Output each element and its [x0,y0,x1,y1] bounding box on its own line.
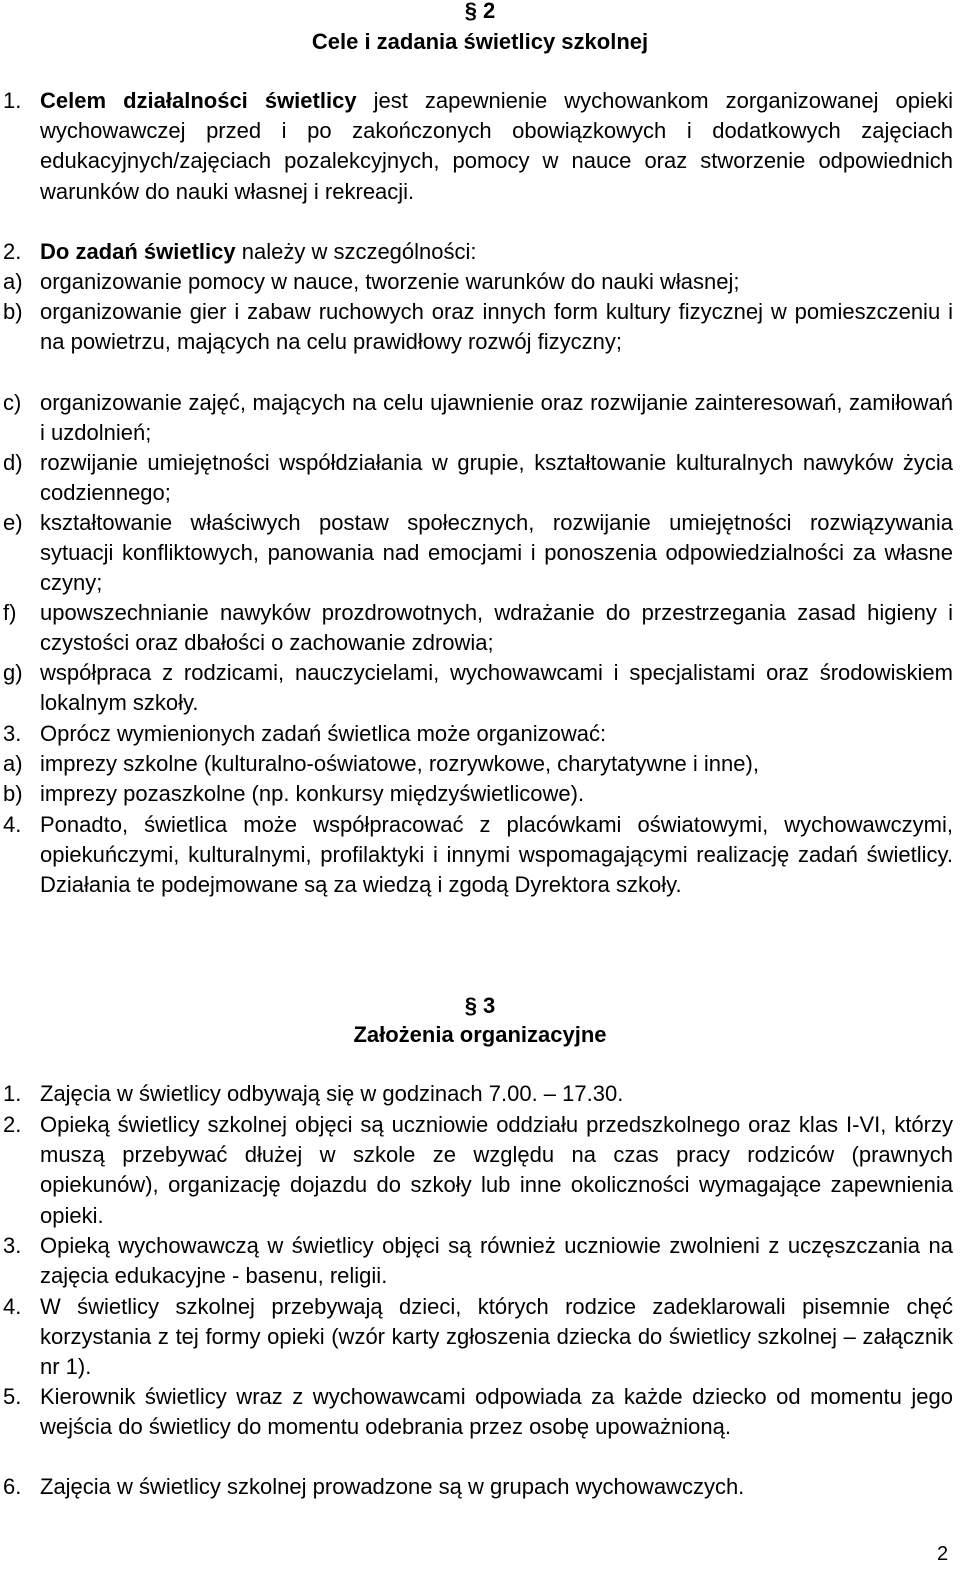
extra-intro [3,719,953,749]
list-number: 4. [3,812,22,837]
list-marker: b) [3,781,23,806]
org-item [3,1231,953,1291]
list-number: 3. [3,721,22,746]
org-text: Opieką wychowawczą w świetlicy objęci są również uczniowie zwolnieni z uczęszczania na zajęcia edukacyjne - basenu, religii. [40,1233,953,1289]
task-item [3,267,953,297]
task-text: organizowanie zajęć, mających na celu ujawnienie oraz rozwijanie zainteresowań, zamiłowań i uzdolnień; [40,390,953,446]
org-text: Zajęcia w świetlicy odbywają się w godzinach 7.00. – 17.30. [40,1081,624,1106]
task-item [3,598,953,658]
task-item [3,508,953,599]
tasks-intro-body: należy w szczególności: [235,239,477,264]
task-text: organizowanie gier i zabaw ruchowych oraz innych form kultury fizycznej w pomieszczeniu i na powietrzu, mających na celu prawidłowy rozwój fizyczny; [40,299,953,355]
tasks-lead: Do zadań świetlicy [40,239,236,264]
list-number: 1. [3,88,22,113]
extra-item [3,749,953,779]
tasks-intro [3,237,953,267]
tasks-intro-text [40,237,953,267]
cooperation-text: Ponadto, świetlica może współpracować z placówkami oświatowymi, wychowawczymi, opiekuńczymi, kulturalnymi, profilaktyki i innymi wspomagającymi realizację zadań świetlicy. Działania te podejmowane są za wiedzą i zgodą Dyrektora szkoły. [40,812,953,898]
task-text: upowszechnianie nawyków prozdrowotnych, wdrażanie do przestrzegania zasad higieny i czystości oraz dbałości o zachowanie zdrowia; [40,600,953,656]
org-text: Zajęcia w świetlicy szkolnej prowadzone są w grupach wychowawczych. [40,1474,745,1499]
task-item [3,388,953,448]
list-marker: a) [3,751,23,776]
goal-text [40,86,953,207]
org-item [3,1382,953,1442]
list-number: 1. [3,1081,22,1106]
org-item [3,1472,953,1502]
task-item [3,448,953,508]
extra-text: imprezy pozaszkolne (np. konkursy międzyświetlicowe). [40,781,585,806]
list-marker: d) [3,450,23,475]
goal-lead: Celem działalności świetlicy [40,88,357,113]
task-text: współpraca z rodzicami, nauczycielami, wychowawcami i specjalistami oraz środowiskiem lokalnym szkoły. [40,660,953,716]
section-3-sign: § 3 [464,993,496,1018]
cooperation-paragraph [3,810,953,901]
list-number: 2. [3,1112,22,1137]
list-number: 2. [3,239,22,264]
org-item [3,1079,953,1109]
list-number: 5. [3,1384,22,1409]
extra-text: imprezy szkolne (kulturalno-oświatowe, rozrywkowe, charytatywne i inne), [40,751,759,776]
list-marker: e) [3,510,23,535]
page-number: 2 [937,1543,949,1565]
org-item [3,1292,953,1383]
list-number: 4. [3,1294,22,1319]
list-marker: c) [3,390,22,415]
task-text: kształtowanie właściwych postaw społecznych, rozwijanie umiejętności rozwiązywania sytuacji konfliktowych, panowania nad emocjami i ponoszenia odpowiedzialności za własne czyny; [40,510,953,596]
extra-intro-text: Oprócz wymienionych zadań świetlica może organizować: [40,721,607,746]
task-text: organizowanie pomocy w nauce, tworzenie warunków do nauki własnej; [40,269,740,294]
list-marker: f) [3,600,17,625]
org-text: Kierownik świetlicy wraz z wychowawcami odpowiada za każde dziecko od momentu jego wejścia do świetlicy do momentu odebrania przez osobę upoważnioną. [40,1384,953,1440]
goal-paragraph [3,86,953,207]
section-2-title: Cele i zadania świetlicy szkolnej [311,29,649,54]
task-item [3,658,953,718]
list-marker: a) [3,269,23,294]
list-number: 6. [3,1474,22,1499]
org-text: Opieką świetlicy szkolnej objęci są uczniowie oddziału przedszkolnego oraz klas I-VI, którzy muszą przebywać dłużej w szkole ze względu na czas pracy rodziców (prawnych opiekunów), organizację dojazdu do szkoły lub inne okoliczności wymagające zapewnienia opieki. [40,1112,953,1228]
task-item [3,297,953,357]
section-2-sign: § 2 [464,0,496,23]
goal-body: jest zapewnienie wychowankom zorganizowanej opieki wychowawczej przed i po zakończonych obowiązkowych i dodatkowych zajęciach edukacyjnych/zajęciach pozalekcyjnych, pomocy w nauce oraz stworzenie odpowiednich warunków do nauki własnej i rekreacji. [40,88,953,204]
extra-item [3,779,953,809]
task-text: rozwijanie umiejętności współdziałania w grupie, kształtowanie kulturalnych nawyków życia codziennego; [40,450,953,506]
section-3-title: Założenia organizacyjne [353,1022,607,1047]
list-number: 3. [3,1233,22,1258]
org-item [3,1110,953,1231]
org-text: W świetlicy szkolnej przebywają dzieci, których rodzice zadeklarowali pisemnie chęć korzystania z tej formy opieki (wzór karty zgłoszenia dziecka do świetlicy szkolnej – załącznik nr 1). [40,1294,953,1380]
list-marker: b) [3,299,23,324]
list-marker: g) [3,660,23,685]
